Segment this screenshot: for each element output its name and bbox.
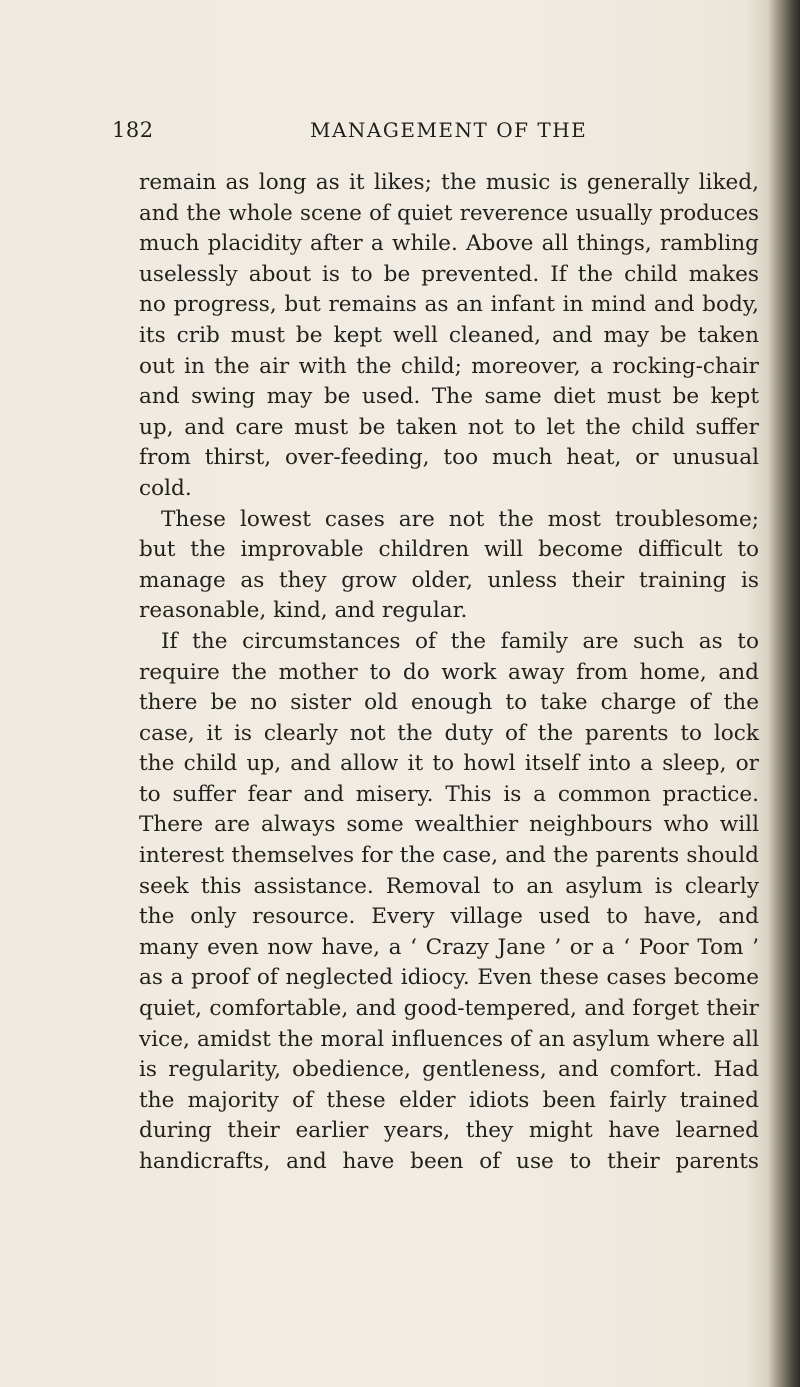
body-text <box>139 168 759 1178</box>
text-line: from thirst, over-feeding, too much heat, or unusual <box>139 445 759 471</box>
text-line: the majority of these elder idiots been fairly trained <box>139 1087 759 1113</box>
text-line: the child up, and allow it to howl itself into a sleep, or <box>139 751 759 777</box>
text-line: case, it is clearly not the duty of the parents to lock <box>139 720 759 746</box>
text-line: there be no sister old enough to take charge of the <box>139 690 759 716</box>
running-head <box>112 118 762 148</box>
text-line: to suffer fear and misery. This is a common practice. <box>139 781 759 807</box>
text-line: during their earlier years, they might have learned <box>139 1118 759 1144</box>
running-title: MANAGEMENT OF THE <box>310 118 588 142</box>
text-line: uselessly about is to be prevented. If the child makes <box>139 261 759 287</box>
text-line: handicrafts, and have been of use to their parents <box>139 1149 759 1174</box>
text-line: require the mother to do work away from home, and <box>139 659 759 685</box>
text-line: its crib must be kept well cleaned, and may be taken <box>139 322 759 348</box>
text-line: no progress, but remains as an infant in mind and body, <box>139 292 759 318</box>
text-line: many even now have, a ‘ Crazy Jane ’ or a ‘ Poor Tom ’ <box>139 934 759 960</box>
text-line: interest themselves for the case, and the parents should <box>139 843 759 869</box>
text-line: up, and care must be taken not to let the child suffer <box>139 414 759 440</box>
text-line: but the improvable children will become difficult to <box>139 537 759 563</box>
text-line: seek this assistance. Removal to an asylum is clearly <box>139 873 759 899</box>
text-line: much placidity after a while. Above all things, rambling <box>139 231 759 257</box>
text-line: There are always some wealthier neighbours who will <box>139 812 759 838</box>
page-edge-shadow <box>768 0 800 1387</box>
text-line: and the whole scene of quiet reverence usually produces <box>139 200 759 226</box>
text-line: and swing may be used. The same diet must be kept <box>139 384 759 410</box>
text-line: vice, amidst the moral influences of an asylum where all <box>139 1026 759 1052</box>
page-number: 182 <box>112 118 154 142</box>
text-line: cold. <box>139 475 192 501</box>
text-line: reasonable, kind, and regular. <box>139 598 468 624</box>
text-line: These lowest cases are not the most troublesome; <box>161 506 759 532</box>
text-line: manage as they grow older, unless their training is <box>139 567 759 593</box>
text-line: out in the air with the child; moreover, a rocking-chair <box>139 353 759 379</box>
text-line: If the circumstances of the family are such as to <box>161 628 759 654</box>
text-line: quiet, comfortable, and good-tempered, and forget their <box>139 996 759 1022</box>
text-line: the only resource. Every village used to have, and <box>139 904 759 930</box>
text-line: is regularity, obedience, gentleness, and comfort. Had <box>139 1057 759 1083</box>
text-line: remain as long as it likes; the music is generally liked, <box>139 170 759 195</box>
text-line: as a proof of neglected idiocy. Even these cases become <box>139 965 759 991</box>
